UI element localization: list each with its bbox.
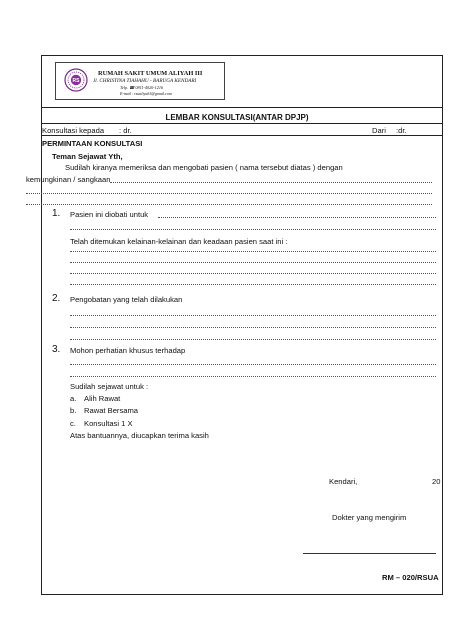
option-c-letter: c. bbox=[70, 419, 76, 428]
option-alih-rawat[interactable]: Alih Rawat bbox=[84, 394, 121, 403]
item-2-line-3[interactable] bbox=[70, 339, 436, 340]
item-2-line-1[interactable] bbox=[70, 315, 436, 316]
item-2-label: Pengobatan yang telah dilakukan bbox=[70, 295, 183, 304]
findings-line-4[interactable] bbox=[70, 284, 436, 285]
item-1-line-1[interactable] bbox=[158, 217, 436, 218]
greeting: Teman Sejawat Yth, bbox=[52, 152, 123, 161]
option-a-letter: a. bbox=[70, 394, 77, 403]
header-divider bbox=[41, 107, 443, 108]
diagnosis-line-2[interactable] bbox=[26, 193, 432, 194]
item-2-number: 2. bbox=[52, 293, 61, 304]
hospital-address: Jl. CHRISTINA TIAHAHU - BARUGA KENDARI bbox=[93, 78, 197, 84]
findings-line-1[interactable] bbox=[70, 251, 436, 252]
item-3-number: 3. bbox=[52, 344, 61, 355]
hospital-logo bbox=[64, 68, 88, 92]
place-label: Kendari, bbox=[329, 477, 358, 486]
findings-line-2[interactable] bbox=[70, 262, 436, 263]
year-label: 20 bbox=[432, 477, 441, 486]
consult-to-label: Konsultasi kepada bbox=[42, 126, 105, 135]
item-3-line-2[interactable] bbox=[70, 376, 436, 377]
consult-to-value: : dr. bbox=[119, 126, 132, 135]
item-1-line-2[interactable] bbox=[70, 229, 436, 230]
request-heading: PERMINTAAN KONSULTASI bbox=[42, 139, 143, 148]
sender-label: Dokter yang mengirim bbox=[332, 513, 407, 522]
item-1-label: Pasien ini diobati untuk bbox=[70, 210, 149, 219]
option-b-letter: b. bbox=[70, 406, 77, 415]
item-1-number: 1. bbox=[52, 208, 61, 219]
body-line-2: kemungkinan / sangkaan bbox=[26, 175, 111, 184]
findings-label: Telah ditemukan kelainan-kelainan dan keadaan pasien saat ini : bbox=[70, 237, 288, 246]
diagnosis-line-3[interactable] bbox=[26, 204, 432, 205]
option-rawat-bersama[interactable]: Rawat Bersama bbox=[84, 406, 139, 415]
form-title: LEMBAR KONSULTASI(ANTAR DPJP) bbox=[165, 113, 309, 122]
from-value: :dr. bbox=[396, 126, 407, 135]
diagnosis-line-1[interactable] bbox=[110, 182, 432, 183]
body-line-1: Sudilah kiranya memeriksa dan mengobati pasien ( nama tersebut diatas ) dengan bbox=[65, 163, 343, 172]
hospital-name: RUMAH SAKIT UMUM ALIYAH III bbox=[98, 70, 203, 77]
item-3-line-1[interactable] bbox=[70, 364, 436, 365]
form-code: RM – 020/RSUA bbox=[382, 573, 439, 582]
hospital-phone: Telp. ☎ 0811-4020-1216 bbox=[120, 85, 164, 90]
consult-divider bbox=[41, 135, 443, 136]
option-konsultasi[interactable]: Konsultasi 1 X bbox=[84, 419, 133, 428]
title-divider bbox=[41, 123, 443, 124]
thanks-text: Atas bantuannya, diucapkan terima kasih bbox=[70, 431, 209, 440]
findings-line-3[interactable] bbox=[70, 273, 436, 274]
item-2-line-2[interactable] bbox=[70, 327, 436, 328]
svg-text:RS: RS bbox=[72, 78, 80, 84]
item-3-label: Mohon perhatian khusus terhadap bbox=[70, 346, 186, 355]
hospital-email: E-mail : rsualiyah3@gmail.com bbox=[120, 91, 172, 96]
request-label: Sudilah sejawat untuk : bbox=[70, 382, 149, 391]
signature-line[interactable] bbox=[303, 553, 436, 554]
from-label: Dari bbox=[372, 126, 386, 135]
